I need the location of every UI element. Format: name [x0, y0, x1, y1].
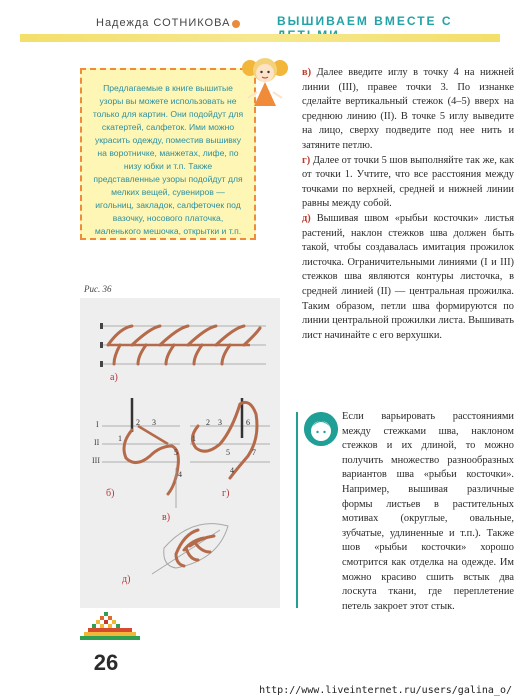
figure-label-g: г): [222, 488, 230, 499]
paragraph-v-text: Далее введите иглу в точку 4 на нижней линии (III), правее точки 3. По изнанке сделайте вертикальный стежок (4–5) вверх на среднюю линию (II). В точке 5 иглу выведите на лицо, сверху подведите под нее нить и затяните петлю.: [302, 67, 514, 151]
pixel-flower-decoration: [80, 612, 140, 652]
paragraph-d: [302, 212, 514, 343]
row-mark-3: III: [92, 456, 100, 465]
page-number: 26: [93, 650, 119, 675]
figure-label-a: а): [110, 372, 118, 383]
number-b-5: 5: [174, 448, 178, 457]
figure-label-d: д): [122, 574, 131, 585]
paragraph-g-text: Далее от точки 5 шов выполняйте так же, как от точки 1. Учтите, что все расстояния между точками по верхней, средней и нижней линии равны между собой.: [302, 154, 514, 210]
tip-text: Если варьировать расстояниями между стежками шва, наклоном стежков и их длиной, то можно получить множество разнообразных вариантов шва «рыбьи косточки». Например, вышивая различные формы листьев в растительных мотивах (округлые, овальные, зубчатые, удлиненные и т.п.). Также шов «рыбьи косточки» хорошо смотрится как отделка на одежде. Им можно красиво сшить встык два лоскута ткани, где переплетение петель закроет этот стык.: [342, 411, 514, 612]
series-title: ВЫШИВАЕМ ВМЕСТЕ С: [277, 14, 453, 28]
author-name: Надежда СОТНИКОВА: [96, 17, 231, 29]
number-g-3: 3: [218, 418, 222, 427]
stitch-diagram: [80, 298, 280, 608]
paragraph-v-lead: в): [302, 67, 312, 78]
number-g-2: 2: [206, 418, 210, 427]
figure-label-v: в): [162, 512, 171, 523]
number-g-6: 6: [246, 418, 250, 427]
paragraph-d-text: Вышивая швом «рыбьи косточки» листья растений, наклон стежков шва должен быть такой, чтобы создавалась имитация прожилок листочка. Ограничительными линиями (I и III) стежков шва являются контуры листочка, в средней линией (II) — центральная прожилка. Таким образом, петли шва формируются по линии центральной прожилки листа. Вышивать лист начинайте с его верхушки.: [302, 212, 514, 341]
main-column: [302, 66, 514, 343]
header-bar: [20, 34, 500, 42]
diagram-d-leaf: [152, 524, 228, 574]
figure-panel: [80, 298, 280, 608]
number-b-3: 3: [152, 418, 156, 427]
tip-rule: [296, 412, 298, 608]
note-text: Предлагаемые в книге вышитые узоры вы можете использовать не только для картин. Они подойдут для скатертей, салфеток. Ими можно украсить одежду, поместив вышивку на воротничке, манжетах, лифе, по низу юбки и т.п. Также представленные узоры подойдут для мелких вещей, сувениров — игольниц, закладок, салфеточек под вазочку, носового платочка, маленького мешочка, открытки и т.п.: [92, 83, 244, 236]
header-dot: [232, 20, 240, 28]
paragraph-d-lead: д): [302, 212, 311, 224]
number-g-1: 1: [192, 434, 196, 443]
number-g-4: 4: [230, 466, 234, 475]
paragraph-g-lead: г): [302, 154, 311, 166]
row-mark-2: II: [94, 438, 100, 447]
page-header: [0, 0, 520, 46]
watermark-url: http://www.liveinternet.ru/users/galina_o/: [259, 685, 512, 696]
paragraph-v: [302, 66, 514, 154]
number-b-4: 4: [178, 470, 182, 479]
number-b-1: 1: [118, 434, 122, 443]
diagram-b: [102, 398, 180, 494]
paragraph-g: [302, 154, 514, 212]
note-box: [80, 68, 256, 240]
girl-illustration-icon: [240, 52, 290, 108]
figure-caption: Рис. 36: [84, 284, 112, 294]
number-b-2: 2: [136, 418, 140, 427]
row-mark-1: I: [96, 420, 99, 429]
number-g-7: 7: [252, 448, 256, 457]
diagram-a: [100, 323, 266, 367]
figure-label-b: б): [106, 488, 115, 499]
number-g-5: 5: [226, 448, 230, 457]
tip-block: [302, 410, 514, 614]
